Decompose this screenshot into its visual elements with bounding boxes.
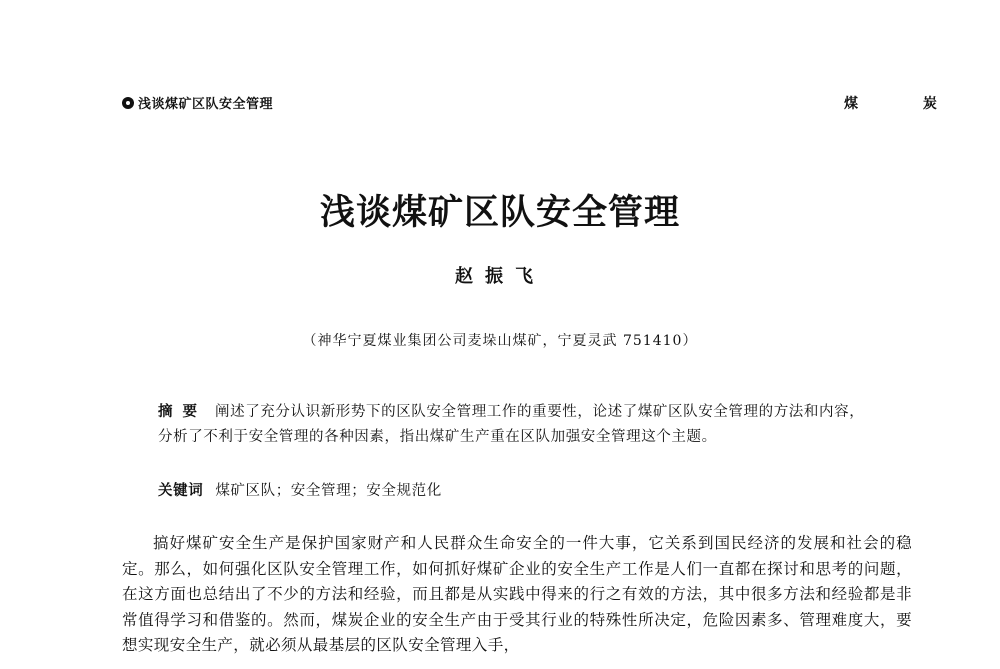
journal-name: 煤 炭 — [844, 96, 967, 112]
abstract — [158, 399, 878, 450]
keywords-text: 煤矿区队；安全管理；安全规范化 — [215, 483, 442, 499]
author-affiliation: （神华宁夏煤业集团公司麦垛山煤矿，宁夏灵武 751410） — [302, 333, 698, 349]
article-title: 浅谈煤矿区队安全管理 — [319, 192, 680, 233]
abstract-label: 摘要 — [158, 403, 207, 420]
keywords-label: 关键词 — [158, 483, 204, 499]
article-author: 赵振飞 — [455, 266, 545, 287]
bullet-icon — [122, 97, 134, 109]
running-header — [122, 93, 273, 112]
abstract-text: 阐述了充分认识新形势下的区队安全管理工作的重要性，论述了煤矿区队安全管理的方法和内容，分析了不利于安全管理的各种因素，指出煤矿生产重在区队加强安全管理这个主题。 — [158, 404, 865, 445]
keywords — [158, 479, 878, 504]
body-paragraph: 搞好煤矿安全生产是保护国家财产和人民群众生命安全的一件大事，它关系到国民经济的发展和社会的稳定。那么，如何强化区队安全管理工作，如何抓好煤矿企业的安全生产工作是人们一直都在探讨和思考的问题，在这方面也总结出了不少的方法和经验，而且都是从实践中得来的行之有效的方法，其中很多方法和经验都是非常值得学习和借鉴的。然而，煤炭企业的安全生产由于受其行业的特殊性所决定，危险因素多、管理难度大，要想实现安全生产，就必须从最基层的区队安全管理入手， — [122, 534, 912, 654]
running-title: 浅谈煤矿区队安全管理 — [138, 97, 274, 112]
